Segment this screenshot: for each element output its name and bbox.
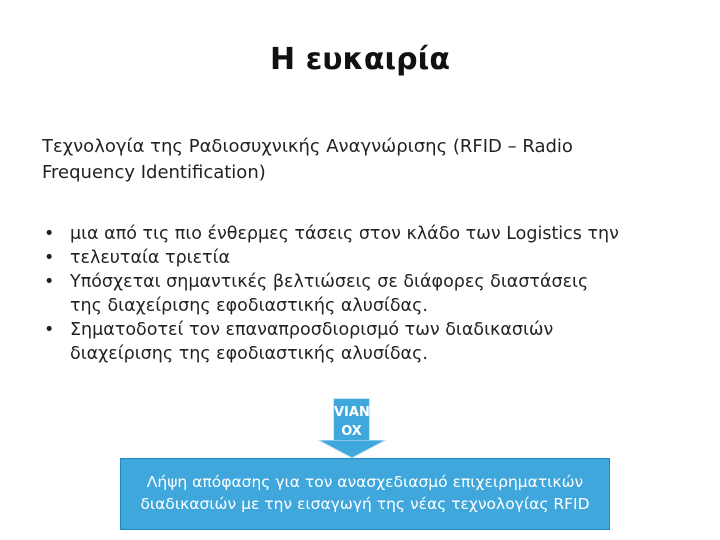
bullet-dot-icon: • [44,320,55,340]
bullet-text: Σηματοδοτεί τον επαναπροσδιορισμό των διαδικασιών [70,320,554,340]
bullet-item [42,246,702,270]
arrow-label-line-2: OX [341,424,362,439]
slide-title: Η ευκαιρία [270,42,450,77]
intro-line-2: Frequency Identification) [42,162,266,183]
down-arrow-icon [318,440,386,460]
bullet-item [42,318,702,366]
decision-line-1: Λήψη απόφασης για τον ανασχεδιασμό επιχειρηματικών [146,473,584,491]
bullet-dot-icon: • [44,272,55,292]
bullet-text-continued: διαχείρισης της εφοδιαστικής αλυσίδας. [70,344,428,364]
bullet-dot-icon: • [44,248,55,268]
arrow-label-line-1: VIAN [334,405,370,420]
arrow-label-box [333,398,370,444]
bullet-item [42,270,702,318]
decision-line-2: διαδικασιών με την εισαγωγή της νέας τεχνολογίας RFID [140,495,590,513]
bullet-text: τελευταία τριετία [70,248,231,268]
decision-box [120,458,610,530]
bullet-text: Υπόσχεται σημαντικές βελτιώσεις σε διάφορες διαστάσεις [70,272,589,292]
intro-text [42,134,682,186]
bullet-text: μια από τις πιο ένθερμες τάσεις στον κλάδο των Logistics την [70,224,619,244]
intro-line-1: Τεχνολογία της Ραδιοσυχνικής Αναγνώρισης (RFID – Radio [42,136,573,157]
bullet-list [42,222,702,366]
bullet-text-continued: της διαχείρισης εφοδιαστικής αλυσίδας. [70,296,428,316]
bullet-item [42,222,702,246]
bullet-dot-icon: • [44,224,55,244]
